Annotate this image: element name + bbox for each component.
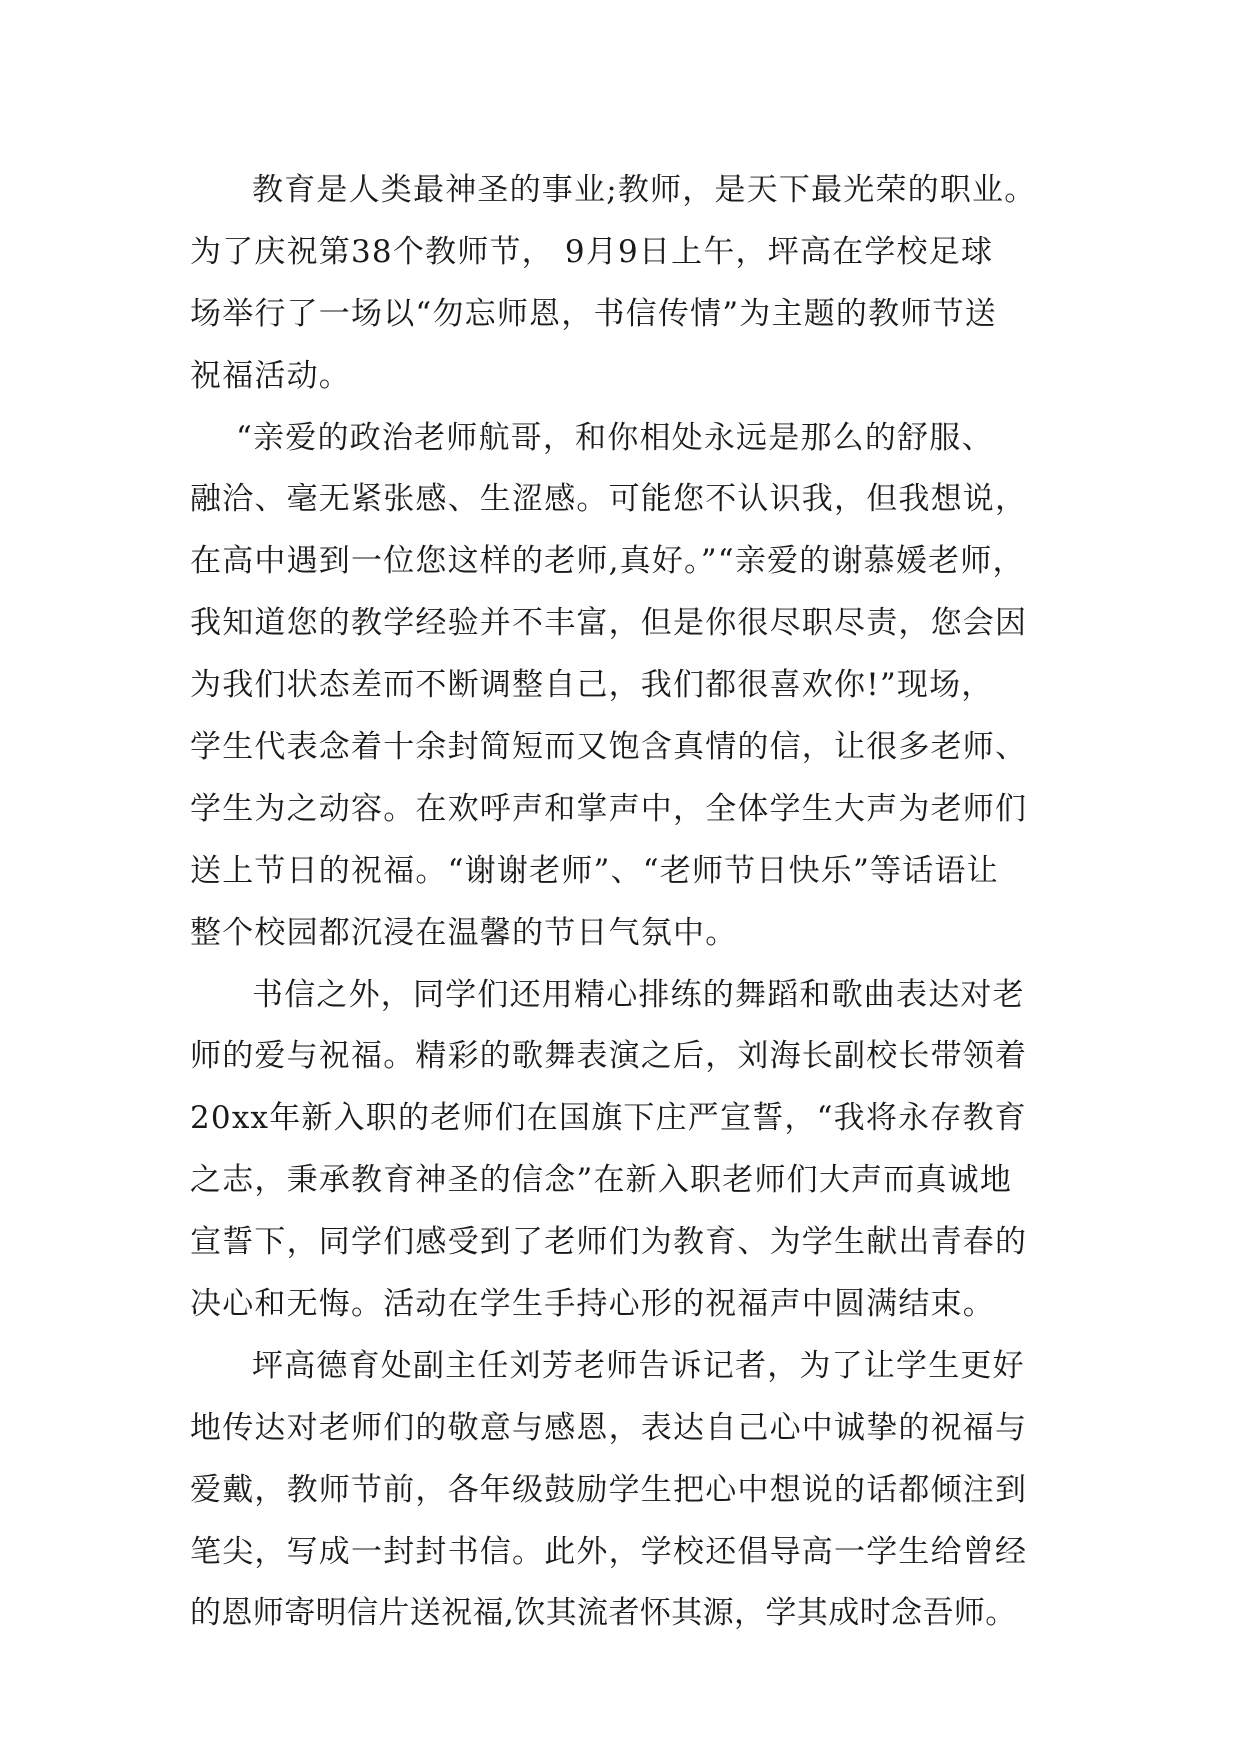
- paragraph-1-line-3: 场举行了一场以“勿忘师恩，书信传情”为主题的教师节送: [190, 295, 997, 332]
- paragraph-3-line-5: 宣誓下，同学们感受到了老师们为教育、为学生献出青春的: [190, 1224, 1028, 1261]
- paragraph-1-line-2: 为了庆祝第38个教师节， 9月9日上午，坪高在学校足球: [190, 233, 994, 270]
- paragraph-4-line-4: 笔尖，写成一封封书信。此外，学校还倡导高一学生给曾经: [190, 1533, 1028, 1570]
- paragraph-4-line-2: 地传达对老师们的敬意与感恩，表达自己心中诚挚的祝福与: [190, 1409, 1028, 1446]
- paragraph-2-line-6: 学生代表念着十余封简短而又饱含真情的信，让很多老师、: [190, 729, 1028, 766]
- paragraph-2-line-4: 我知道您的教学经验并不丰富，但是你很尽职尽责，您会因: [190, 605, 1028, 642]
- paragraph-2-line-8: 送上节日的祝福。“谢谢老师”、“老师节日快乐”等话语让: [190, 852, 999, 889]
- paragraph-3-line-1: 书信之外，同学们还用精心排练的舞蹈和歌曲表达对老: [252, 976, 1025, 1013]
- paragraph-2-line-2: 融洽、毫无紧张感、生涩感。可能您不认识我，但我想说，: [190, 481, 1028, 518]
- paragraph-2-line-5: 为我们状态差而不断调整自己，我们都很喜欢你!”现场，: [190, 667, 994, 704]
- paragraph-4-line-5: 的恩师寄明信片送祝福,饮其流者怀其源，学其成时念吾师。: [190, 1595, 1017, 1632]
- paragraph-4-line-3: 爱戴，教师节前，各年级鼓励学生把心中想说的话都倾注到: [190, 1471, 1028, 1508]
- paragraph-1-line-1: 教育是人类最神圣的事业;教师，是天下最光荣的职业。: [252, 172, 1037, 208]
- paragraph-2-line-9: 整个校园都沉浸在温馨的节日气氛中。: [190, 914, 738, 951]
- paragraph-2-line-7: 学生为之动容。在欢呼声和掌声中，全体学生大声为老师们: [190, 790, 1028, 827]
- document-page: [190, 160, 1050, 1645]
- paragraph-3-line-2: 师的爱与祝福。精彩的歌舞表演之后，刘海长副校长带领着: [190, 1038, 1028, 1075]
- paragraph-2-line-1: “亲爱的政治老师航哥，和你相处永远是那么的舒服、: [236, 419, 994, 456]
- paragraph-2-line-3: 在高中遇到一位您这样的老师,真好。”“亲爱的谢慕媛老师，: [190, 543, 1025, 580]
- paragraph-3-line-3: 20xx年新入职的老师们在国旗下庄严宣誓，“我将永存教育: [190, 1100, 1027, 1137]
- paragraph-1-line-4: 祝福活动。: [190, 357, 351, 394]
- paragraph-3-line-6: 决心和无悔。活动在学生手持心形的祝福声中圆满结束。: [190, 1286, 995, 1323]
- paragraph-3-line-4: 之志，秉承教育神圣的信念”在新入职老师们大声而真诚地: [190, 1162, 1013, 1199]
- paragraph-4-line-1: 坪高德育处副主任刘芳老师告诉记者，为了让学生更好: [252, 1347, 1025, 1384]
